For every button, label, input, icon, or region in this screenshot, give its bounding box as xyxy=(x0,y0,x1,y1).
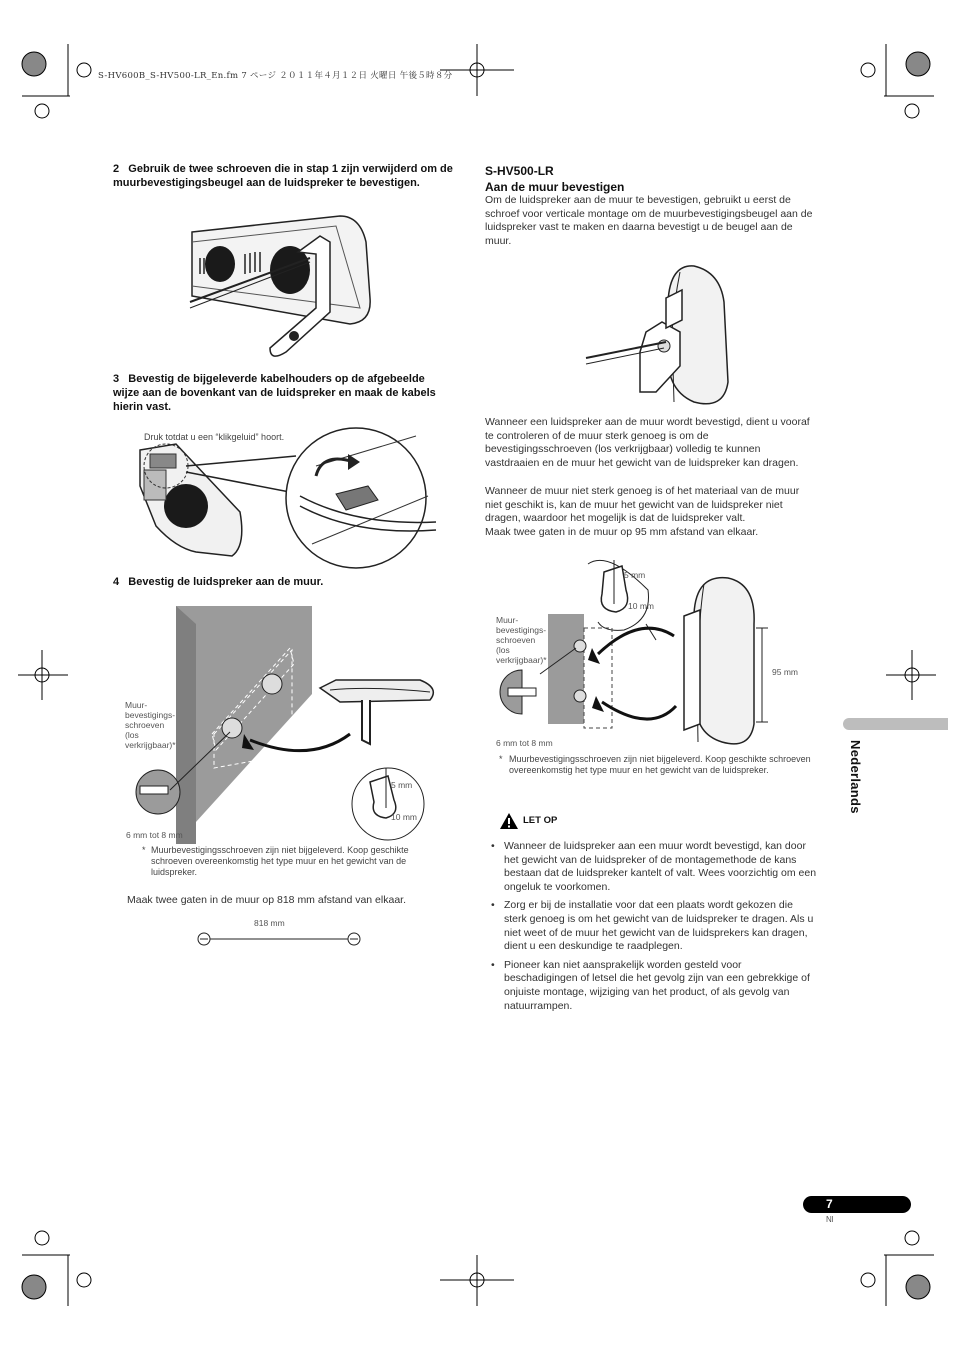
step-number: 2 xyxy=(113,163,120,175)
screw-label-line: bevestigings- xyxy=(125,710,176,720)
screw-label-right xyxy=(496,615,547,665)
dim-10mm-left: 10 mm xyxy=(391,812,417,822)
caution-item: • Wanneer de luidspreker aan een muur wordt bevestigd, kan door het gewicht van de luidspreker of de montagemethode de kans bestaan dat de luidspreker kantelt of valt. Wees voorzichtig om een ongeluk te voorkomen. xyxy=(485,840,817,894)
step-2 xyxy=(113,162,453,190)
dim-5mm-right: 5 mm xyxy=(624,570,646,580)
screw-length-right: 6 mm tot 8 mm xyxy=(496,738,553,748)
caution-item: • Zorg er bij de installatie voor dat een plaats wordt gekozen die sterk genoeg is om het gewicht van de luidspreker te dragen. Als u niet weet of de muur het gewicht van de luidsprekers kan dragen, dient u een deskundige te raadplegen. xyxy=(485,899,817,953)
file-header: S-HV600B_S-HV500-LR_En.fm 7 ページ ２０１１年４月１２日 火曜日 午後５時８分 xyxy=(98,71,453,81)
warning-icon xyxy=(499,812,519,830)
caution-list xyxy=(485,840,817,1018)
step-text: Bevestig de luidspreker aan de muur. xyxy=(128,576,324,588)
step-4 xyxy=(113,575,453,589)
footnote-text: Muurbevestigingsschroeven zijn niet bijgeleverd. Koop geschikte schroeven overeenkomstig het type muur en het gewicht van de luidspreker. xyxy=(151,845,409,877)
step-number: 3 xyxy=(113,373,120,385)
section-heading: Aan de muur bevestigen xyxy=(485,180,625,194)
screw-length-left: 6 mm tot 8 mm xyxy=(126,830,183,840)
footnote-mark: * xyxy=(499,754,503,764)
dim-10mm-right: 10 mm xyxy=(628,601,654,611)
step-3 xyxy=(113,372,453,414)
language-side-label xyxy=(838,740,878,830)
screw-label-line: Muur- xyxy=(125,700,148,710)
page-lang-code: Nl xyxy=(826,1215,834,1224)
click-caption: Druk totdat u een “klikgeluid” hoort. xyxy=(144,432,285,442)
intro-text: Om de luidspreker aan de muur te bevestigen, gebruikt u eerst de schroef voor verticale montage om de muurbevestigingsbeugel aan de luidspreker vast te maken en daarna bevestigt u de beugel aan de muur. xyxy=(485,194,813,247)
screw-label-line: verkrijgbaar)* xyxy=(125,740,176,750)
screw-label-line: verkrijgbaar)* xyxy=(496,655,547,665)
footnote-left xyxy=(142,845,437,878)
screw-label-left xyxy=(125,700,176,750)
holes-text-left: Maak twee gaten in de muur op 818 mm afstand van elkaar. xyxy=(127,894,406,906)
dim-818-line xyxy=(196,930,366,950)
page-number-pill xyxy=(803,1196,911,1213)
screw-label-line: bevestigings- xyxy=(496,625,547,635)
step-number: 4 xyxy=(113,576,120,588)
language-tab xyxy=(843,718,948,730)
screw-label-line: schroeven xyxy=(496,635,536,645)
caution-item: • Pioneer kan niet aansprakelijk worden gesteld voor beschadigingen of letsel die het gevolg zijn van een gebrekkige of onjuiste montage, wijziging van het product, of als gevolg van natuurrampen. xyxy=(485,959,817,1013)
holes-text-right: Maak twee gaten in de muur op 95 mm afstand van elkaar. xyxy=(485,526,759,538)
dim-818mm: 818 mm xyxy=(254,918,285,928)
dim-5mm-left: 5 mm xyxy=(391,780,413,790)
vertical-mount-illustration xyxy=(584,262,744,414)
screw-label-line: schroeven xyxy=(125,720,165,730)
language-side-text: Nederlands xyxy=(848,740,863,814)
caution-label: LET OP xyxy=(523,815,558,826)
screw-label-line: Muur- xyxy=(496,615,519,625)
wall-mount-illustration xyxy=(130,604,440,844)
cable-holder-illustration xyxy=(136,426,436,576)
step-text: Bevestig de bijgeleverde kabelhouders op de afgebeelde wijze aan de bovenkant van de luidspreker en maak de kabels hierin vast. xyxy=(113,373,436,413)
screw-label-line: (los xyxy=(125,730,139,740)
footnote-text: Muurbevestigingsschroeven zijn niet bijgeleverd. Koop geschikte schroeven overeenkomstig het type muur en het gewicht van de luidspreker. xyxy=(509,754,811,775)
model-title: S-HV500-LR xyxy=(485,164,554,178)
page-number: 7 xyxy=(826,1197,833,1211)
footnote-mark: * xyxy=(142,845,146,855)
bracket-attach-illustration xyxy=(190,212,380,372)
check-paragraph: Wanneer een luidspreker aan de muur wordt bevestigd, dient u vooraf te controleren of de muur sterk genoeg is om de bevestigingsschroeven (los verkrijgbaar) volledig te kunnen vastdraaien en de muur het gewicht van de luidspreker kan dragen. xyxy=(485,416,810,469)
weak-wall-paragraph: Wanneer de muur niet sterk genoeg is of het materiaal van de muur niet geschikt is, kan de muur het gewicht van de luidspreker niet dragen, waardoor het mogelijk is dat de luidspreker valt. xyxy=(485,485,800,525)
step-text: Gebruik de twee schroeven die in stap 1 zijn verwijderd om de muurbevestigingsbeugel aan de luidspreker te bevestigen. xyxy=(113,163,453,189)
screw-label-line: (los xyxy=(496,645,510,655)
dim-95mm: 95 mm xyxy=(772,667,798,677)
footnote-right xyxy=(499,754,815,776)
